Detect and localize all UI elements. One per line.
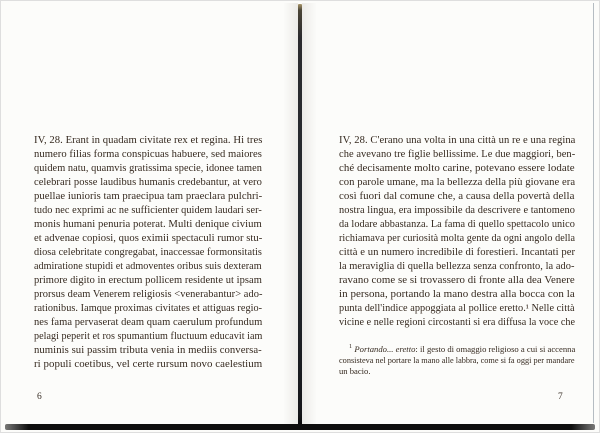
- text-line: puellae iunioris tam praecipua tam praeclara pulchri-: [34, 191, 263, 202]
- text-line: ravano come se si trovassero di fronte alla dea Venere: [339, 275, 575, 286]
- footnote-text: : il gesto di omaggio religioso a cui si accenna: [415, 344, 576, 354]
- page-number-right: 7: [558, 392, 563, 402]
- footnote: [339, 344, 575, 376]
- italian-text-block: [339, 134, 575, 330]
- book-spine-gutter: [298, 4, 302, 426]
- text-line: IV, 28. Erant in quadam civitate rex et regina. Hi tres: [34, 135, 263, 146]
- text-line: tudo nec exprimi ac ne sufficienter quidem laudari ser-: [34, 205, 262, 216]
- text-line: numinis sui passim tributa venia in mediis conversa-: [34, 345, 262, 356]
- text-line: ri populi coetibus, vel certe rursum novo caelestium: [34, 359, 263, 370]
- text-line: richiamava per curiosità molta gente da ogni angolo della: [339, 233, 576, 244]
- text-line: con parole umane, ma la bellezza della più giovane era: [339, 177, 576, 188]
- text-line: la meraviglia di quella bellezza senza confronto, la ado-: [339, 261, 575, 272]
- text-line: monis humani penuria poterat. Multi denique civium: [34, 219, 262, 230]
- text-line: prorsus deam Venerem religiosis <venerabantur> ado-: [34, 289, 263, 300]
- book-bottom-edge: [5, 424, 595, 430]
- text-line: diosa celebritate congregabat, inaccessae formonsitatis: [34, 247, 262, 258]
- gutter-shadow-left: [283, 3, 298, 426]
- text-line: et advenae copiosi, quos eximii spectaculi rumor stu-: [34, 233, 263, 244]
- text-line: IV, 28. C'erano una volta in una città un re e una regina: [339, 135, 576, 146]
- page-number-left: 6: [37, 392, 42, 402]
- text-line: nostra lingua, era impossibile da descrivere e tantomeno: [339, 205, 575, 216]
- text-line: admiratione stupidi et admoventes oribus suis dexteram: [34, 261, 262, 272]
- text-line: primore digito in erectum pollicem residente ut ipsam: [34, 275, 262, 286]
- text-line: quidem natu, quamvis gratissima specie, idonee tamen: [34, 163, 262, 174]
- text-line: che avevano tre figlie bellissime. Le due maggiori, ben-: [339, 149, 576, 160]
- footnote-lemma: Portando... eretto: [354, 344, 416, 354]
- latin-text-block: [34, 134, 262, 372]
- footnote-marker: 1: [349, 343, 353, 351]
- gutter-shadow-right: [302, 3, 317, 426]
- footnote-line: consisteva nel portare la mano alle labbra, come si fa oggi per mandare: [339, 354, 575, 365]
- text-line: celebrari posse laudibus humanis credebantur, at vero: [34, 177, 262, 188]
- page-edge-right: [593, 3, 594, 423]
- text-line: pelagi peperit et ros spumantium fluctuum educavit iam: [34, 331, 263, 342]
- text-line: ché decisamente molto carine, potevano essere lodate: [339, 163, 575, 174]
- text-line: da lodare abbastanza. La fama di quello spettacolo unico: [339, 219, 575, 230]
- text-line: in persona, portando la mano destra alla bocca con la: [339, 289, 575, 300]
- text-line: nes fama pervaserat deam quam caerulum profundum: [34, 317, 263, 328]
- text-line: vicine e nelle regioni circostanti si era diffusa la voce che: [339, 317, 576, 328]
- text-line: così fuori dal comune che, a causa della povertà della: [339, 191, 575, 202]
- text-line: punta dell'indice appoggiata al pollice eretto.¹ Nelle città: [339, 303, 575, 314]
- text-line: numero filias forma conspicuas habuere, sed maiores: [34, 149, 262, 160]
- text-line: rationibus. Iamque proximas civitates et attiguas regio-: [34, 303, 263, 314]
- text-line: città e un numero incredibile di forestieri. Incantati per: [339, 247, 576, 258]
- footnote-line: un bacio.: [339, 365, 371, 376]
- footnote-line: [339, 344, 575, 355]
